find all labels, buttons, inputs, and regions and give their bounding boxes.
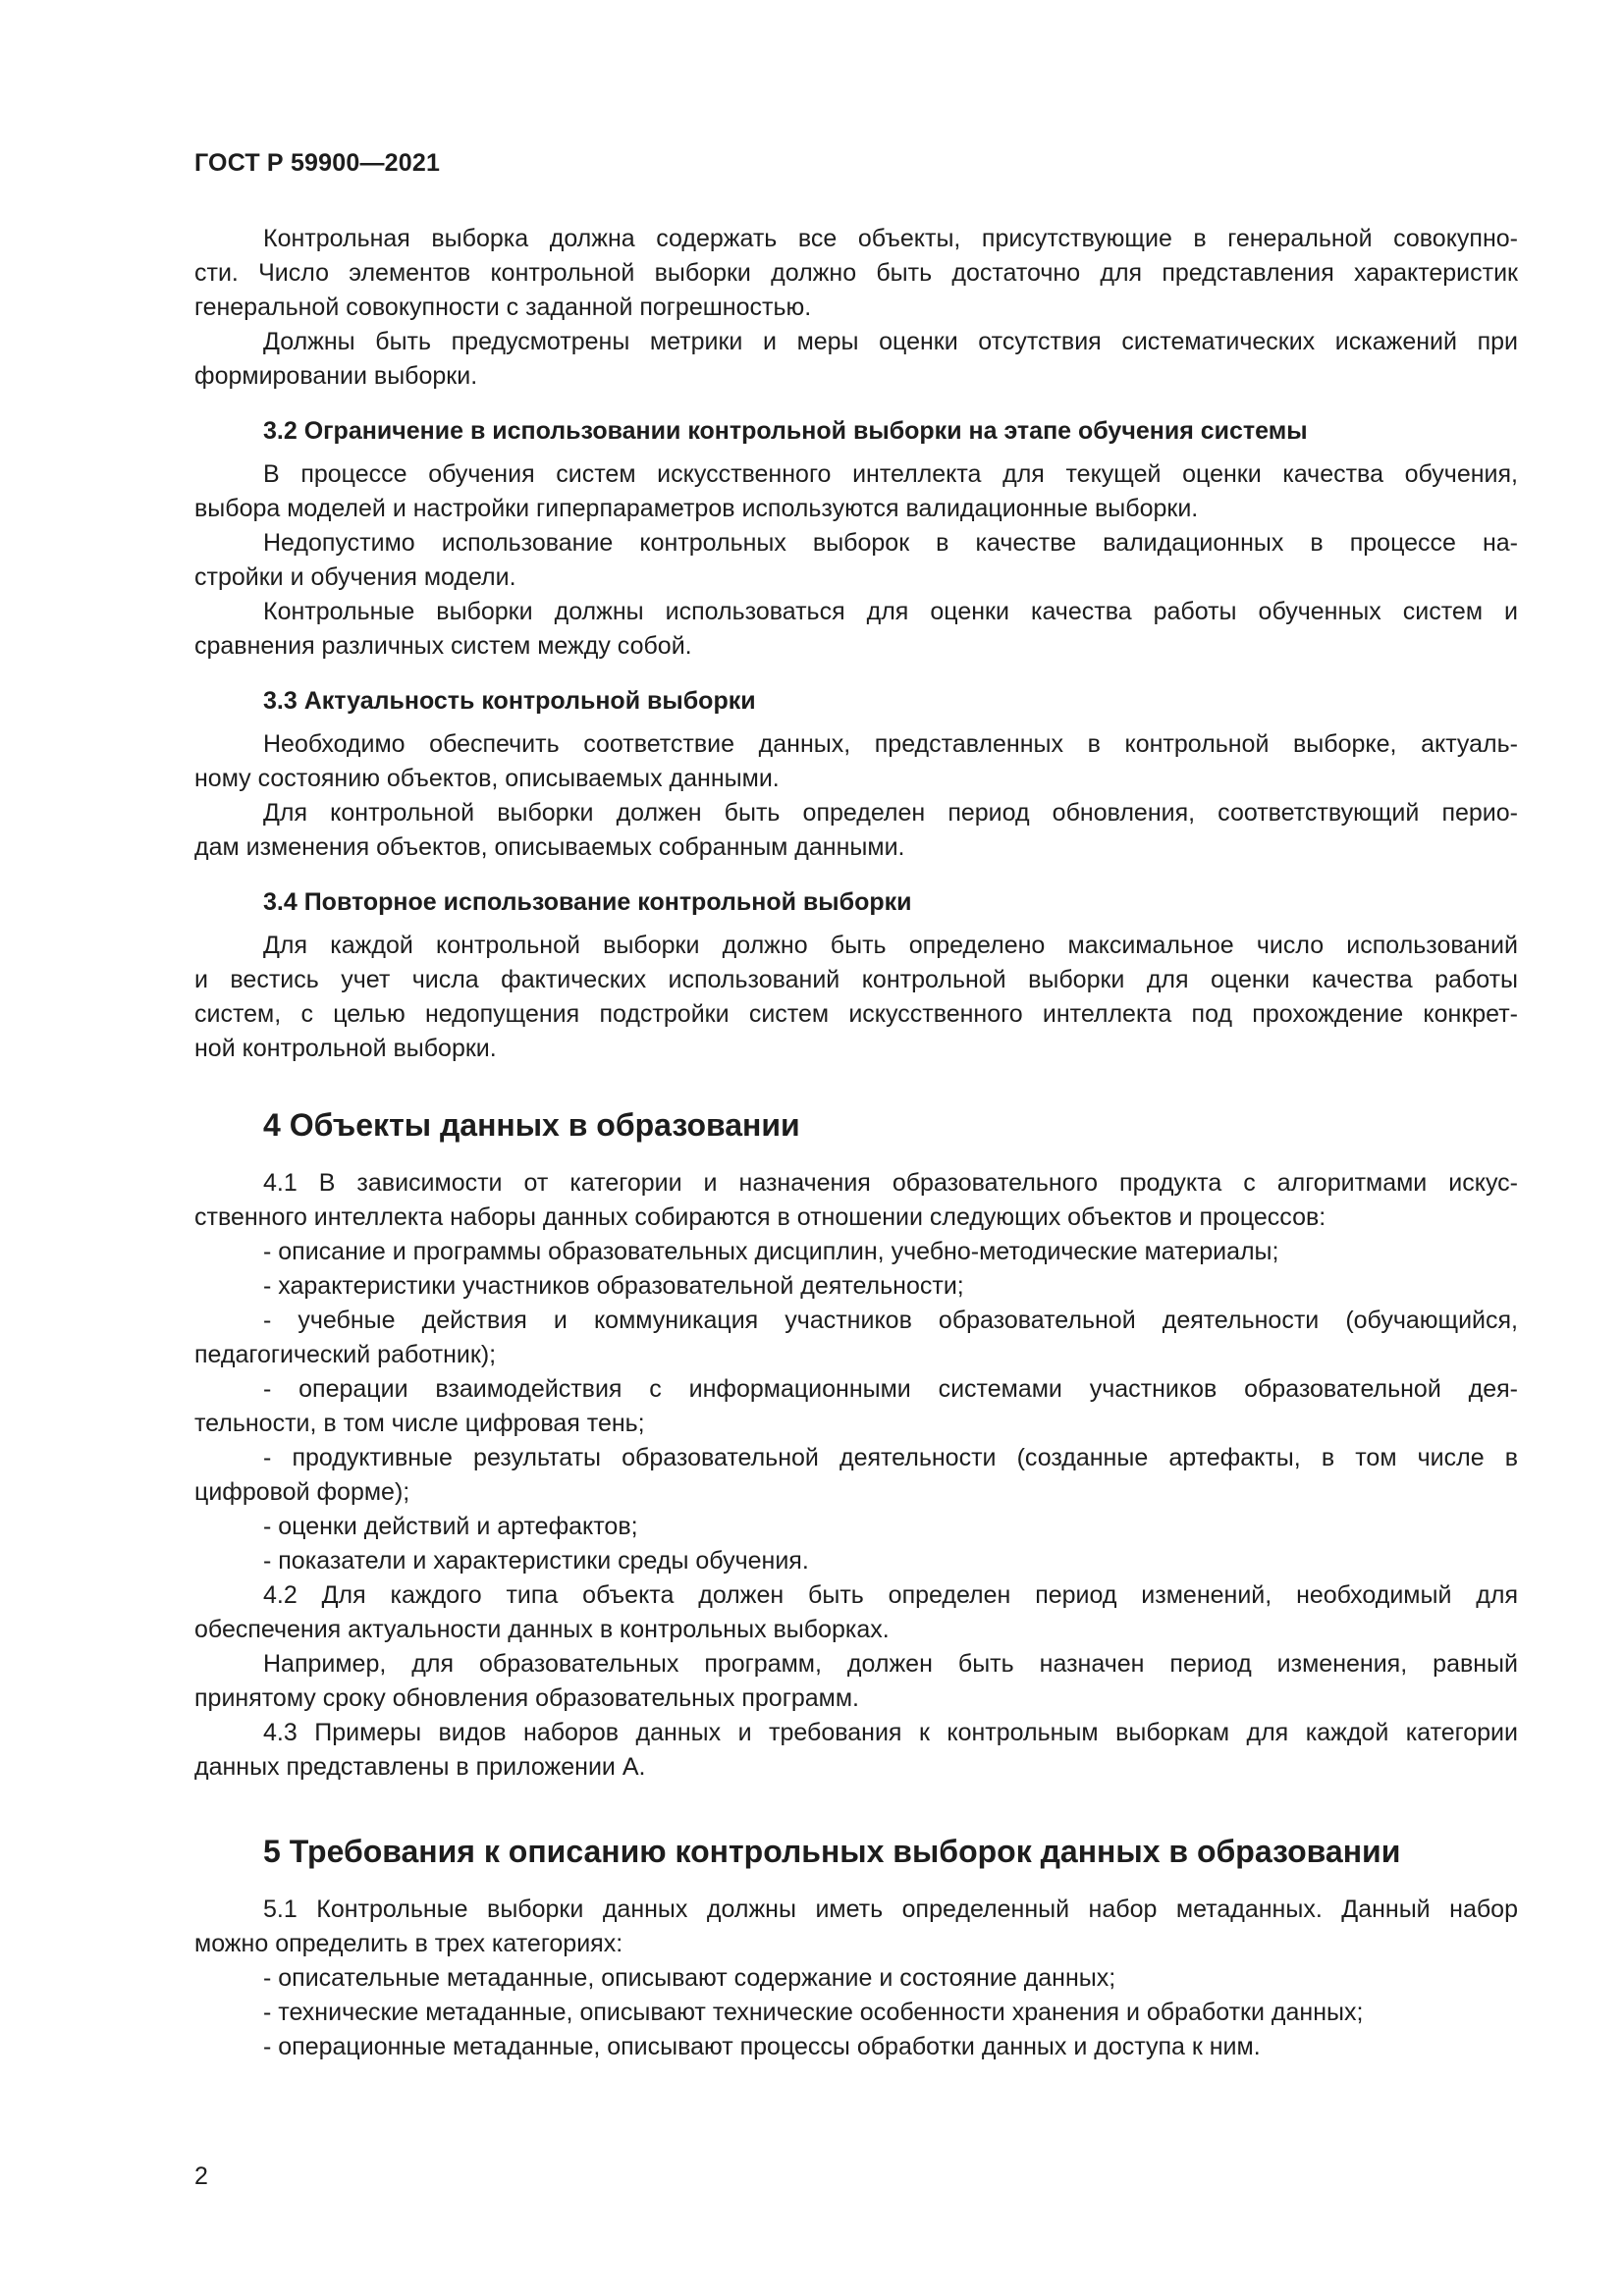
text-line: сравнения различных систем между собой. — [194, 632, 692, 660]
text-line: Для каждой контрольной выборки должно быть определено максимальное число использований — [263, 932, 1518, 959]
paragraph — [194, 1716, 1518, 1785]
text-line: 4.1 В зависимости от категории и назначения образовательного продукта с алгоритмами искус- — [263, 1169, 1518, 1197]
text-line: и вестись учет числа фактических использований контрольной выборки для оценки качества работы — [194, 966, 1518, 993]
paragraph — [194, 222, 1518, 325]
text-line: данных представлены в приложении А. — [194, 1753, 646, 1781]
chapter-heading-4: 4 Объекты данных в образовании — [263, 1107, 800, 1143]
paragraph — [194, 595, 1518, 664]
list-item — [194, 1996, 1518, 2030]
text-line: - характеристики участников образовательной деятельности; — [263, 1272, 964, 1300]
paragraph — [194, 526, 1518, 595]
page-number: 2 — [194, 2163, 208, 2190]
chapter-heading-5: 5 Требования к описанию контрольных выборок данных в образовании — [263, 1834, 1401, 1869]
text-line: генеральной совокупности с заданной погрешностью. — [194, 294, 812, 321]
list-item — [194, 1510, 1518, 1544]
list-item — [194, 1441, 1518, 1510]
document-header: ГОСТ Р 59900—2021 — [194, 149, 441, 177]
text-line: - операции взаимодействия с информационными системами участников образовательной дея- — [263, 1375, 1518, 1403]
paragraph — [194, 727, 1518, 796]
list-item — [194, 1304, 1518, 1372]
text-line: Необходимо обеспечить соответствие данных, представленных в контрольной выборке, актуаль- — [263, 730, 1518, 758]
section-heading-3-4: 3.4 Повторное использование контрольной выборки — [263, 888, 912, 916]
text-line: 5.1 Контрольные выборки данных должны иметь определенный набор метаданных. Данный набор — [263, 1896, 1518, 1923]
paragraph — [194, 929, 1518, 1066]
text-line: можно определить в трех категориях: — [194, 1930, 623, 1957]
text-line: Недопустимо использование контрольных выборок в качестве валидационных в процессе на- — [263, 529, 1518, 557]
text-line: - технические метаданные, описывают технические особенности хранения и обработки данных; — [263, 1999, 1364, 2026]
text-line: цифровой форме); — [194, 1478, 410, 1506]
section-heading-3-3: 3.3 Актуальность контрольной выборки — [263, 687, 756, 715]
text-line: - оценки действий и артефактов; — [263, 1513, 638, 1540]
text-line: педагогический работник); — [194, 1341, 497, 1368]
text-line: 4.2 Для каждого типа объекта должен быть определен период изменений, необходимый для — [263, 1581, 1518, 1609]
text-line: - операционные метаданные, описывают процессы обработки данных и доступа к ним. — [263, 2033, 1261, 2060]
paragraph — [194, 1166, 1518, 1235]
text-line: Контрольные выборки должны использоваться для оценки качества работы обученных систем и — [263, 598, 1518, 625]
text-line: обеспечения актуальности данных в контрольных выборках. — [194, 1616, 890, 1643]
paragraph — [194, 1893, 1518, 1961]
text-line: Например, для образовательных программ, должен быть назначен период изменения, равный — [263, 1650, 1518, 1678]
text-line: В процессе обучения систем искусственного интеллекта для текущей оценки качества обучения, — [263, 460, 1518, 488]
text-line: - описательные метаданные, описывают содержание и состояние данных; — [263, 1964, 1116, 1992]
text-line: тельности, в том числе цифровая тень; — [194, 1410, 645, 1437]
text-line: Для контрольной выборки должен быть определен период обновления, соответствующий перио- — [263, 799, 1518, 827]
list-item — [194, 1544, 1518, 1578]
text-line: - описание и программы образовательных дисциплин, учебно-методические материалы; — [263, 1238, 1279, 1265]
text-line: принятому сроку обновления образовательных программ. — [194, 1684, 859, 1712]
text-line: формировании выборки. — [194, 362, 478, 390]
text-line: - показатели и характеристики среды обучения. — [263, 1547, 809, 1575]
list-item — [194, 1372, 1518, 1441]
section-heading-3-2: 3.2 Ограничение в использовании контрольной выборки на этапе обучения системы — [263, 417, 1308, 445]
list-item — [194, 2030, 1518, 2064]
page-body — [194, 222, 1518, 2064]
text-line: 4.3 Примеры видов наборов данных и требования к контрольным выборкам для каждой категории — [263, 1719, 1518, 1746]
text-line: выбора моделей и настройки гиперпараметров используются валидационные выборки. — [194, 495, 1199, 522]
list-item — [194, 1235, 1518, 1269]
text-line: - учебные действия и коммуникация участников образовательной деятельности (обучающийся, — [263, 1307, 1518, 1334]
list-item — [194, 1269, 1518, 1304]
text-line: ному состоянию объектов, описываемых данными. — [194, 765, 780, 792]
paragraph — [194, 796, 1518, 865]
text-line: стройки и обучения модели. — [194, 563, 516, 591]
text-line: дам изменения объектов, описываемых собранным данными. — [194, 833, 905, 861]
paragraph — [194, 1578, 1518, 1647]
list-item — [194, 1961, 1518, 1996]
text-line: систем, с целью недопущения подстройки систем искусственного интеллекта под прохождение конкрет- — [194, 1000, 1518, 1028]
text-line: - продуктивные результаты образовательной деятельности (созданные артефакты, в том числе в — [263, 1444, 1518, 1471]
paragraph — [194, 457, 1518, 526]
text-line: ственного интеллекта наборы данных собираются в отношении следующих объектов и процессов: — [194, 1203, 1326, 1231]
text-line: Контрольная выборка должна содержать все объекты, присутствующие в генеральной совокупно- — [263, 225, 1518, 252]
paragraph — [194, 1647, 1518, 1716]
text-line: сти. Число элементов контрольной выборки должно быть достаточно для представления характеристик — [194, 259, 1518, 287]
text-line: ной контрольной выборки. — [194, 1035, 497, 1062]
text-line: Должны быть предусмотрены метрики и меры оценки отсутствия систематических искажений при — [263, 328, 1518, 355]
paragraph — [194, 325, 1518, 394]
